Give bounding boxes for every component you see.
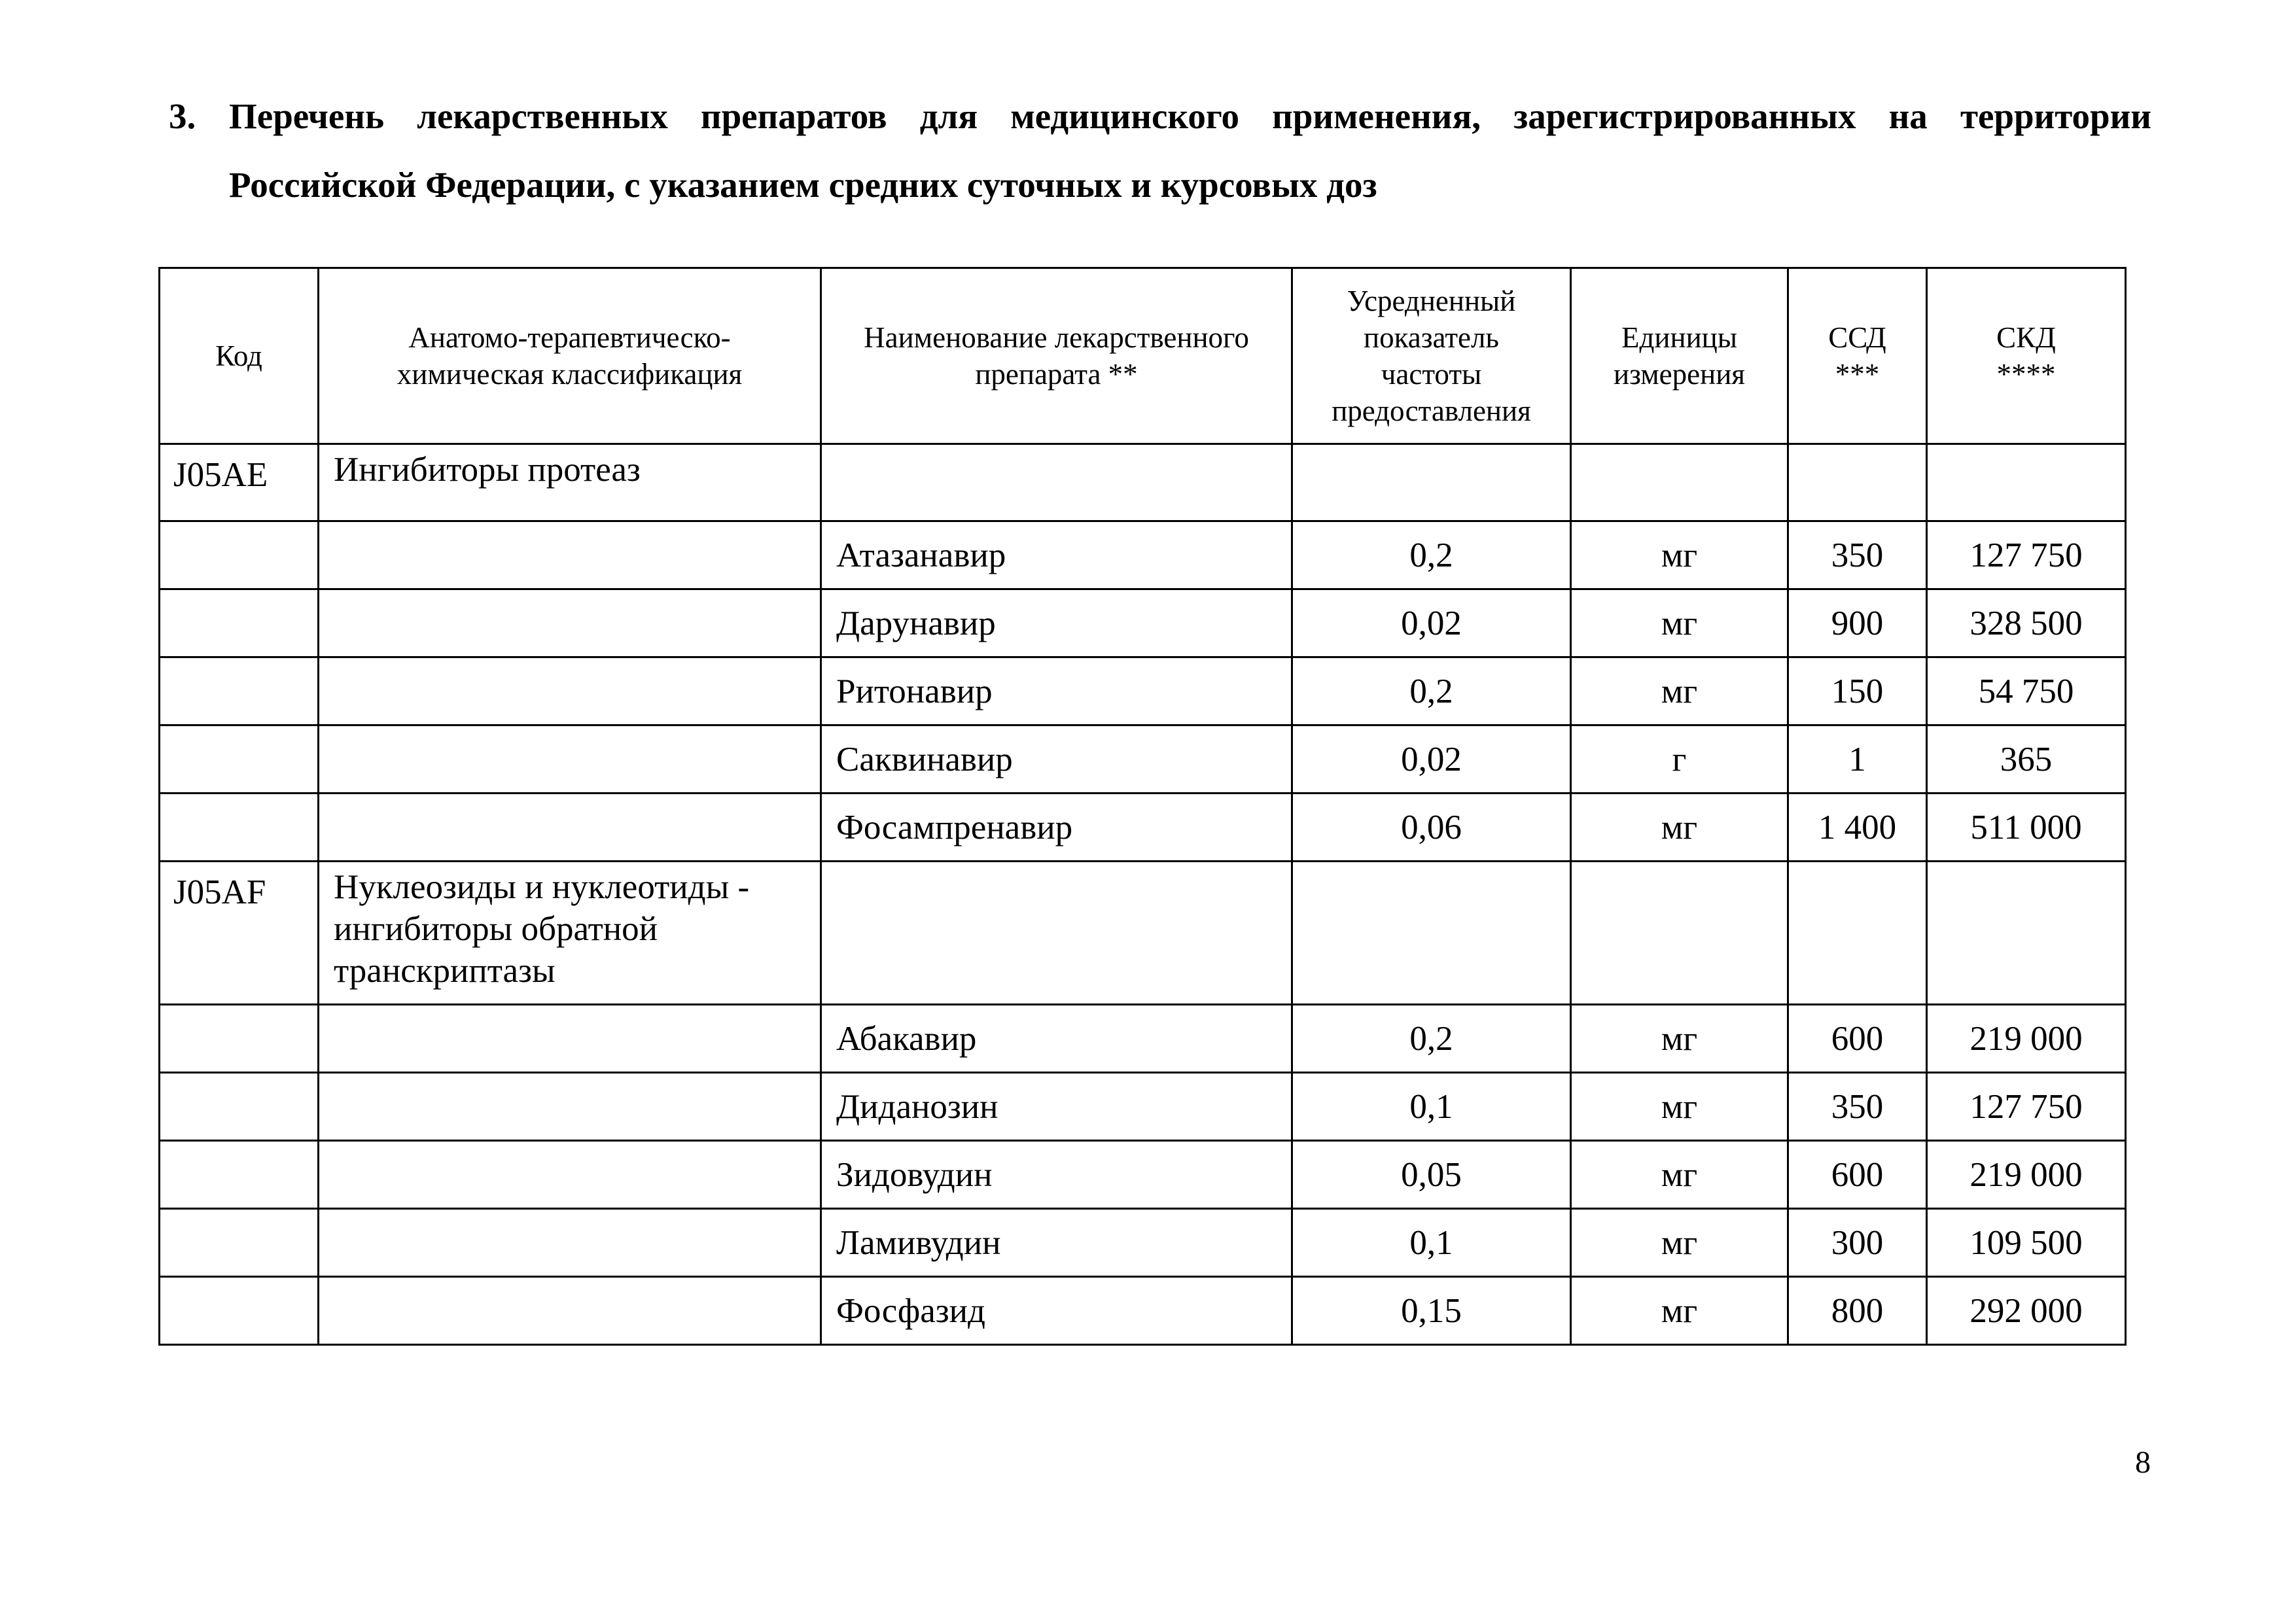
- drug-unit: мг: [1571, 657, 1788, 725]
- drug-frequency: 0,2: [1292, 521, 1571, 589]
- table-header-row: [160, 268, 2126, 444]
- header-ssd: ССД ***: [1788, 268, 1927, 444]
- drug-frequency: 0,02: [1292, 589, 1571, 657]
- drug-ssd: 800: [1788, 1277, 1927, 1345]
- drug-unit: мг: [1571, 589, 1788, 657]
- group-row-j05ae: [160, 444, 2126, 521]
- drug-name: Дарунавир: [821, 589, 1292, 657]
- drug-name: Ламивудин: [821, 1209, 1292, 1277]
- drug-frequency: 0,1: [1292, 1073, 1571, 1141]
- drug-name: Ритонавир: [821, 657, 1292, 725]
- drug-name: Фосампренавир: [821, 794, 1292, 862]
- drug-name: Атазанавир: [821, 521, 1292, 589]
- drug-skd: 292 000: [1927, 1277, 2126, 1345]
- group-classification: Ингибиторы протеаз: [319, 444, 821, 521]
- drug-frequency: 0,2: [1292, 1005, 1571, 1073]
- group-row-j05af: [160, 862, 2126, 1005]
- group-code: J05AF: [160, 862, 319, 1005]
- drug-unit: мг: [1571, 1277, 1788, 1345]
- table-row: [160, 1277, 2126, 1345]
- header-code: Код: [160, 268, 319, 444]
- table-row: [160, 589, 2126, 657]
- drug-ssd: 900: [1788, 589, 1927, 657]
- section-number: 3.: [169, 96, 196, 136]
- drug-skd: 365: [1927, 725, 2126, 794]
- drug-unit: мг: [1571, 1141, 1788, 1209]
- drug-name: Саквинавир: [821, 725, 1292, 794]
- group-code: J05AE: [160, 444, 319, 521]
- drug-ssd: 350: [1788, 1073, 1927, 1141]
- header-drug-name: Наименование лекарственного препарата **: [821, 268, 1292, 444]
- medicines-table: [158, 267, 2127, 1346]
- table-row: [160, 1141, 2126, 1209]
- drug-name: Диданозин: [821, 1073, 1292, 1141]
- section-title-line-2: Российской Федерации, с указанием средних суточных и курсовых доз: [229, 165, 1377, 205]
- drug-unit: мг: [1571, 794, 1788, 862]
- drug-ssd: 1 400: [1788, 794, 1927, 862]
- drug-ssd: 150: [1788, 657, 1927, 725]
- drug-ssd: 350: [1788, 521, 1927, 589]
- drug-unit: мг: [1571, 1005, 1788, 1073]
- table-row: [160, 725, 2126, 794]
- drug-unit: мг: [1571, 1073, 1788, 1141]
- drug-frequency: 0,15: [1292, 1277, 1571, 1345]
- drug-unit: мг: [1571, 521, 1788, 589]
- drug-unit: мг: [1571, 1209, 1788, 1277]
- drug-skd: 511 000: [1927, 794, 2126, 862]
- drug-name: Абакавир: [821, 1005, 1292, 1073]
- drug-ssd: 300: [1788, 1209, 1927, 1277]
- drug-frequency: 0,05: [1292, 1141, 1571, 1209]
- header-skd: СКД ****: [1927, 268, 2126, 444]
- drug-skd: 328 500: [1927, 589, 2126, 657]
- table-row: [160, 794, 2126, 862]
- table-row: [160, 1005, 2126, 1073]
- drug-unit: г: [1571, 725, 1788, 794]
- table-row: [160, 1209, 2126, 1277]
- drug-skd: 109 500: [1927, 1209, 2126, 1277]
- header-classification: Анатомо-терапевтическо-химическая классификация: [319, 268, 821, 444]
- table-row: [160, 1073, 2126, 1141]
- header-frequency: Усредненный показатель частоты предоставления: [1292, 268, 1571, 444]
- drug-name: Зидовудин: [821, 1141, 1292, 1209]
- table-row: [160, 657, 2126, 725]
- drug-ssd: 1: [1788, 725, 1927, 794]
- drug-skd: 127 750: [1927, 1073, 2126, 1141]
- drug-skd: 219 000: [1927, 1005, 2126, 1073]
- drug-frequency: 0,06: [1292, 794, 1571, 862]
- drug-skd: 54 750: [1927, 657, 2126, 725]
- table-row: [160, 521, 2126, 589]
- drug-ssd: 600: [1788, 1141, 1927, 1209]
- section-title-line-1: Перечень лекарственных препаратов для медицинского применения, зарегистрированных на территории: [229, 96, 2151, 136]
- group-classification: Нуклеозиды и нуклеотиды - ингибиторы обратной транскриптазы: [319, 862, 821, 1005]
- drug-skd: 127 750: [1927, 521, 2126, 589]
- drug-name: Фосфазид: [821, 1277, 1292, 1345]
- drug-frequency: 0,2: [1292, 657, 1571, 725]
- header-units: Единицы измерения: [1571, 268, 1788, 444]
- drug-ssd: 600: [1788, 1005, 1927, 1073]
- drug-frequency: 0,1: [1292, 1209, 1571, 1277]
- page-number: 8: [2135, 1445, 2151, 1480]
- drug-frequency: 0,02: [1292, 725, 1571, 794]
- drug-skd: 219 000: [1927, 1141, 2126, 1209]
